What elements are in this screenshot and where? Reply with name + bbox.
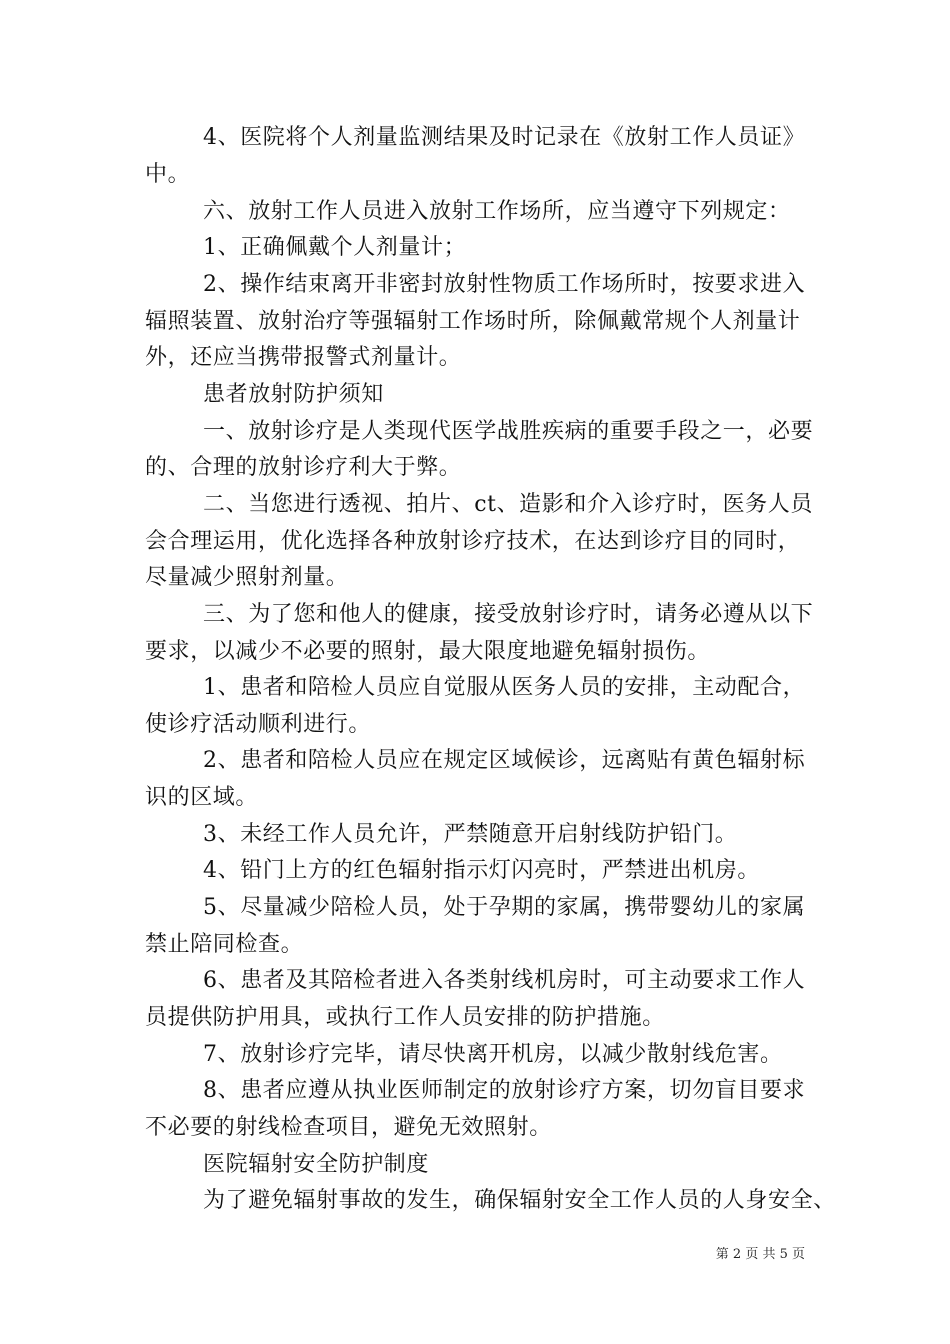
paragraph-line: 不必要的射线检查项目，避免无效照射。	[145, 1115, 552, 1140]
paragraph-line: 8、患者应遵从执业医师制定的放射诊疗方案，切勿盲目要求	[203, 1078, 806, 1103]
paragraph-line: 六、放射工作人员进入放射工作场所，应当遵守下列规定：	[203, 199, 791, 224]
paragraph-line: 禁止陪同检查。	[145, 932, 304, 957]
paragraph-line: 4、铅门上方的红色辐射指示灯闪亮时，严禁进出机房。	[203, 858, 760, 883]
paragraph-line: 1、正确佩戴个人剂量计；	[203, 235, 467, 260]
paragraph-line: 要求，以减少不必要的照射，最大限度地避免辐射损伤。	[145, 639, 711, 664]
paragraph-line: 二、当您进行透视、拍片、ct、造影和介入诊疗时，医务人员	[203, 492, 813, 517]
paragraph-line: 3、未经工作人员允许，严禁随意开启射线防护铅门。	[203, 822, 738, 847]
paragraph-line: 员提供防护用具，或执行工作人员安排的防护措施。	[145, 1005, 665, 1030]
paragraph-line: 辐照装置、放射治疗等强辐射工作场时所，除佩戴常规个人剂量计	[145, 309, 801, 334]
paragraph-line: 尽量减少照射剂量。	[145, 565, 349, 590]
paragraph-line: 中。	[145, 162, 191, 187]
paragraph-line: 6、患者及其陪检者进入各类射线机房时，可主动要求工作人	[203, 968, 806, 993]
paragraph-line: 外，还应当携带报警式剂量计。	[145, 345, 462, 370]
paragraph-line: 使诊疗活动顺利进行。	[145, 712, 372, 737]
paragraph-line: 2、患者和陪检人员应在规定区域候诊，远离贴有黄色辐射标	[203, 748, 806, 773]
paragraph-line: 一、放射诊疗是人类现代医学战胜疾病的重要手段之一，必要	[203, 419, 814, 444]
paragraph-line: 1、患者和陪检人员应自觉服从医务人员的安排，主动配合，	[203, 675, 806, 700]
paragraph-line: 的、合理的放射诊疗利大于弊。	[145, 455, 462, 480]
paragraph-line: 三、为了您和他人的健康，接受放射诊疗时，请务必遵从以下	[203, 602, 814, 627]
paragraph-line: 2、操作结束离开非密封放射性物质工作场所时，按要求进入	[203, 272, 806, 297]
paragraph-line: 识的区域。	[145, 785, 259, 810]
paragraph-line: 为了避免辐射事故的发生，确保辐射安全工作人员的人身安全、	[203, 1188, 836, 1213]
section-heading: 患者放射防护须知	[203, 382, 384, 407]
section-heading: 医院辐射安全防护制度	[203, 1152, 430, 1177]
page-number: 第 2 页 共 5 页	[715, 1247, 805, 1262]
paragraph-line: 7、放射诊疗完毕，请尽快离开机房，以减少散射线危害。	[203, 1042, 783, 1067]
paragraph-line: 5、尽量减少陪检人员，处于孕期的家属，携带婴幼儿的家属	[203, 895, 806, 920]
paragraph-line: 会合理运用，优化选择各种放射诊疗技术，在达到诊疗目的同时，	[145, 529, 801, 554]
paragraph-line: 4、医院将个人剂量监测结果及时记录在《放射工作人员证》	[203, 125, 806, 150]
